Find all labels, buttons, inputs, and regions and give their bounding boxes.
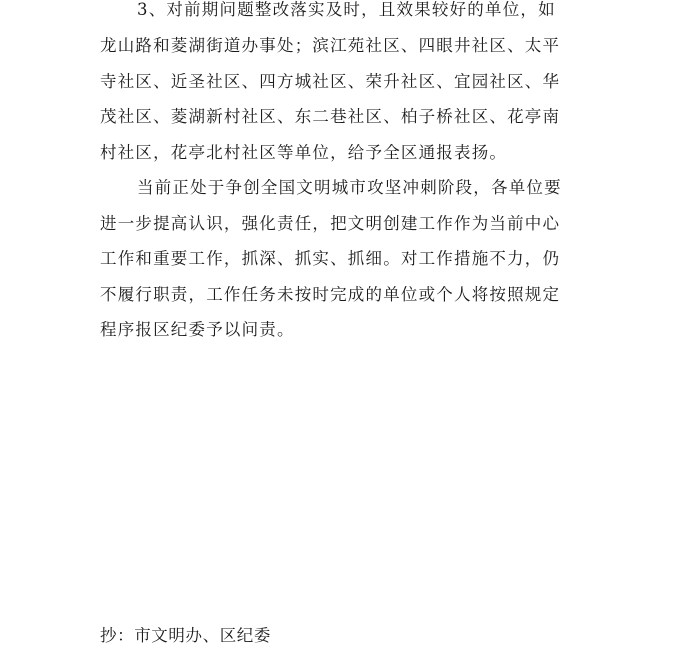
paragraph-line: 龙山路和菱湖街道办事处；滨江苑社区、四眼井社区、太平	[100, 36, 561, 55]
paragraph-line: 3、对前期问题整改落实及时，且效果较好的单位，如	[137, 0, 556, 19]
cc-recipients: 抄：市文明办、区纪委	[100, 626, 271, 645]
paragraph-line: 当前正处于争创全国文明城市攻坚冲刺阶段，各单位要	[137, 178, 562, 197]
paragraph-line: 不履行职责，工作任务未按时完成的单位或个人将按照规定	[100, 285, 561, 304]
paragraph-line: 村社区，花亭北村社区等单位，给予全区通报表扬。	[100, 143, 508, 162]
paragraph-line: 寺社区、近圣社区、四方城社区、荣升社区、宜园社区、华	[100, 72, 561, 91]
paragraph-line: 茂社区、菱湖新村社区、东二巷社区、柏子桥社区、花亭南	[100, 107, 561, 126]
paragraph-line: 进一步提高认识，强化责任，把文明创建工作作为当前中心	[100, 214, 561, 233]
paragraph-line: 工作和重要工作，抓深、抓实、抓细。对工作措施不力，仍	[100, 249, 561, 268]
paragraph-line: 程序报区纪委予以问责。	[100, 320, 295, 339]
